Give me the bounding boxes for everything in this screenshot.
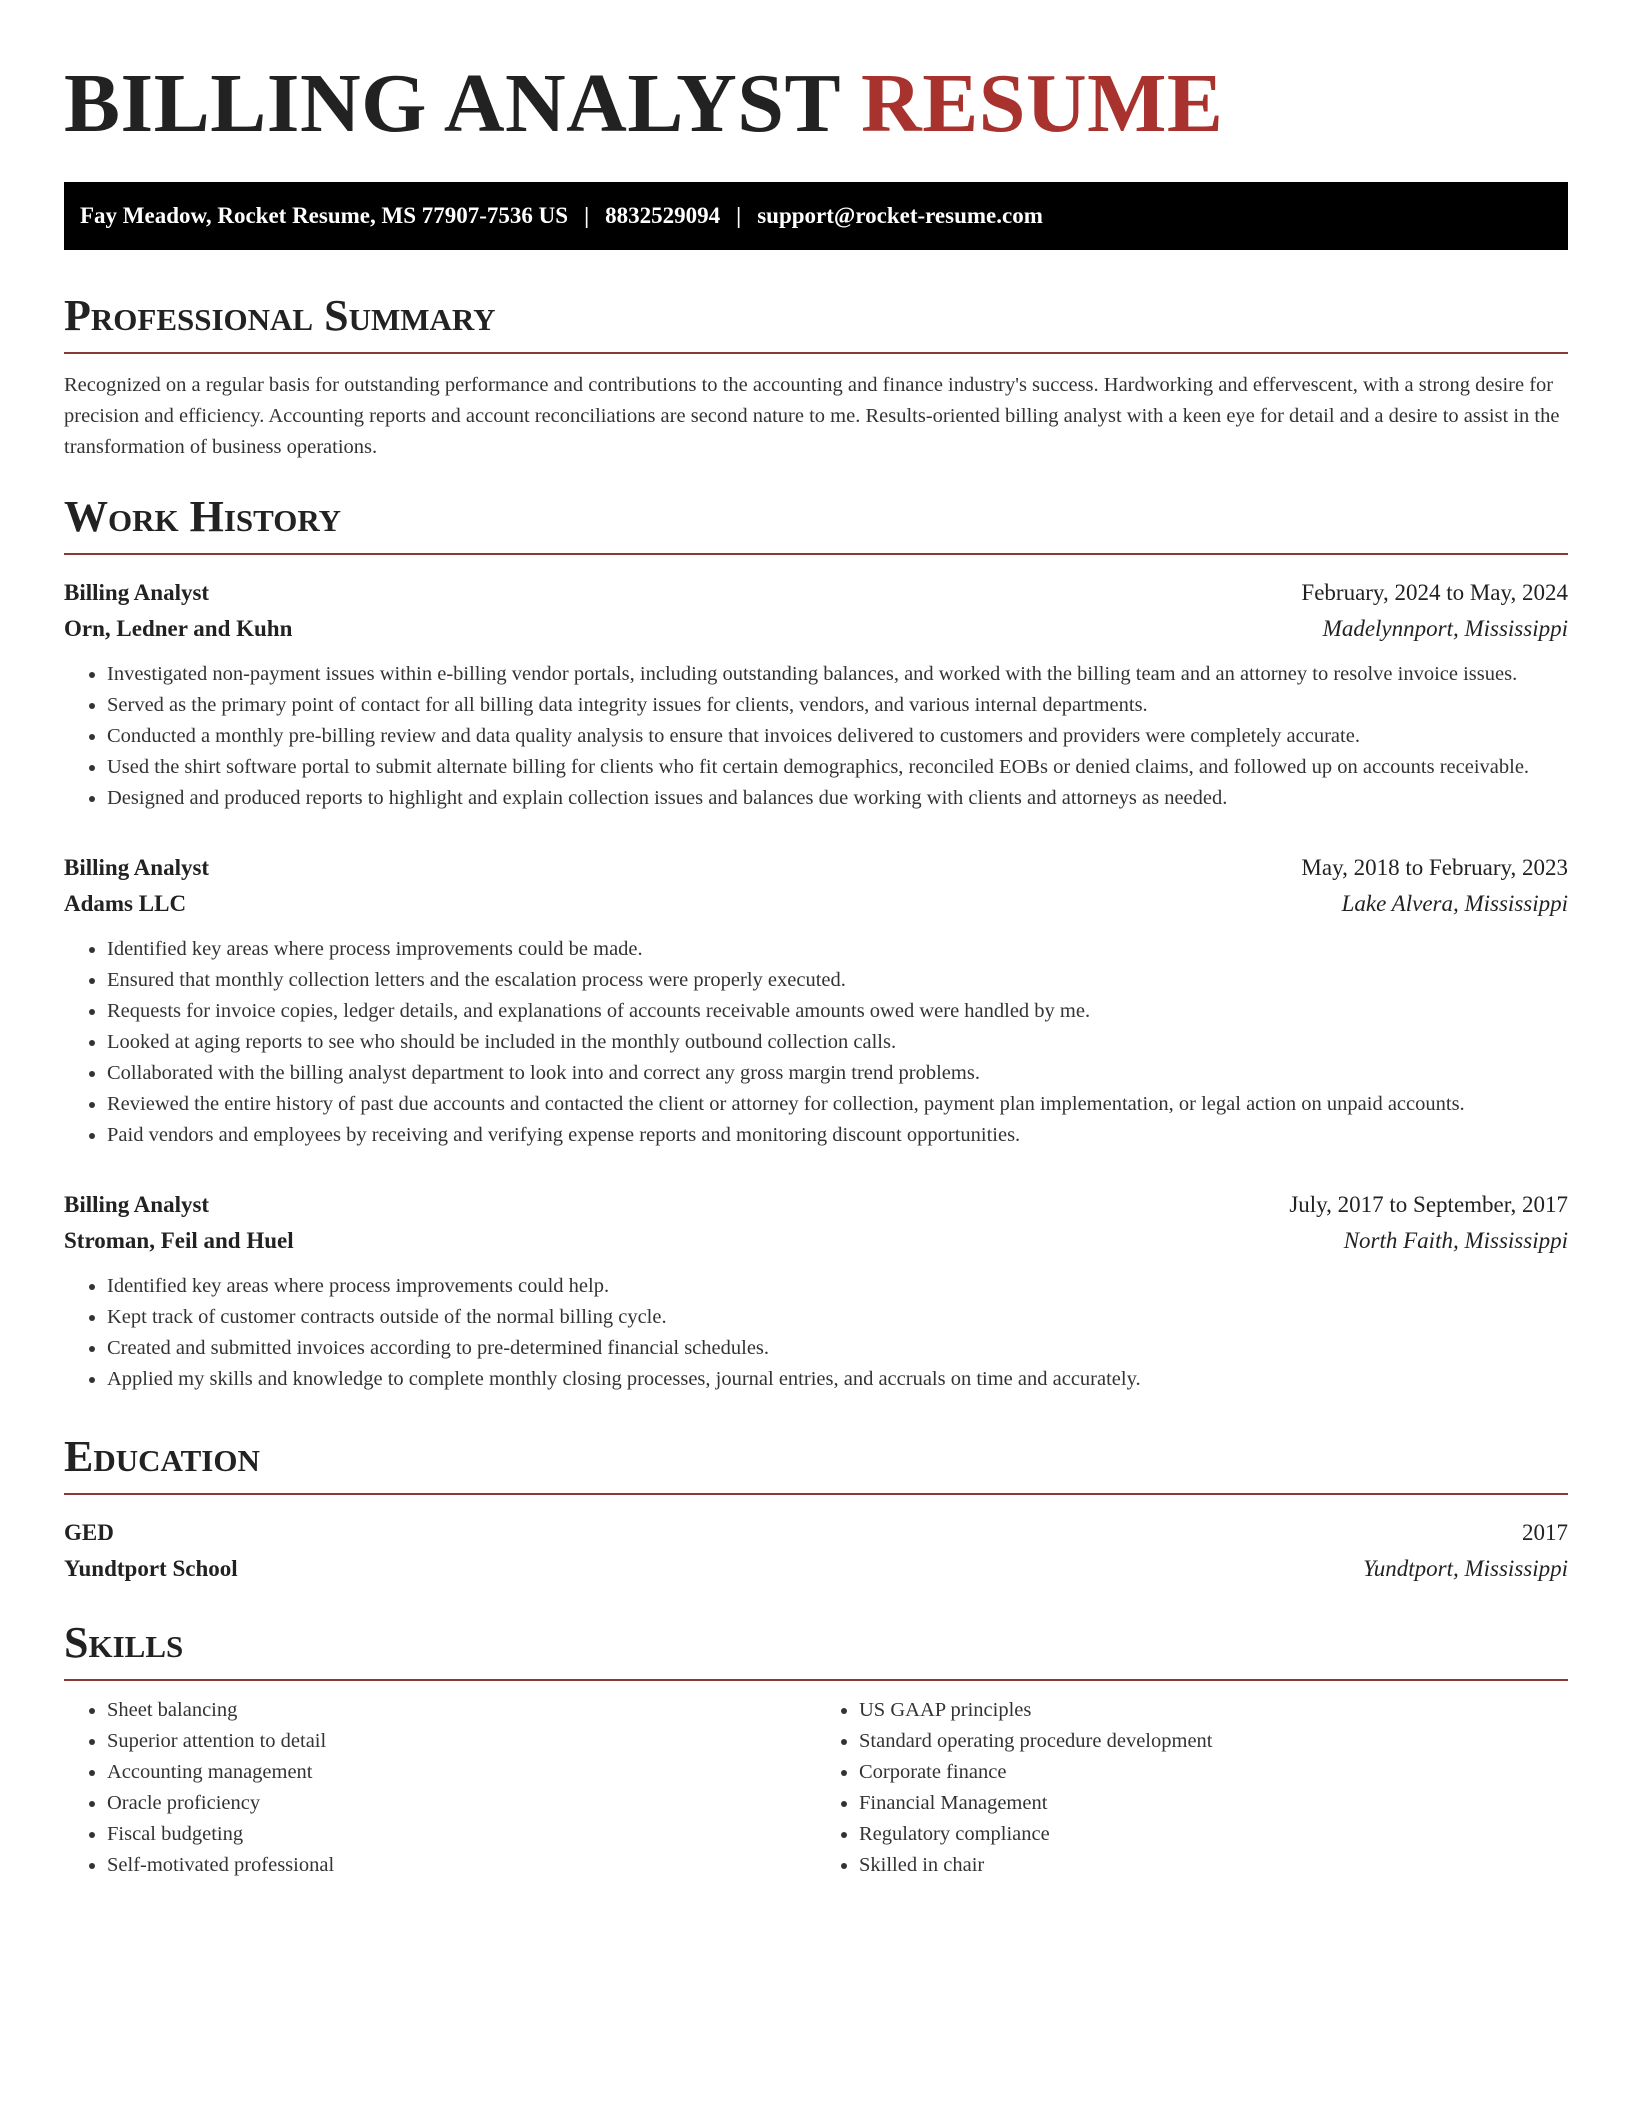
skill-item: • Fiscal budgeting [107, 1819, 816, 1850]
skill-item: • Skilled in chair [859, 1850, 1568, 1881]
contact-email: support@rocket-resume.com [757, 203, 1043, 228]
skills-grid [64, 1695, 1568, 1881]
job-dates: July, 2017 to September, 2017 [1289, 1192, 1568, 1217]
contact-separator: | [736, 203, 742, 228]
summary-text: Recognized on a regular basis for outstanding performance and contributions to the accounting and finance industry's success. Hardworking and effervescent, with a strong desire for precision and efficiency. Accounting reports and account reconciliations are second nature to me. Results-oriented billing analyst with a keen eye for detail and a desire to assist in the transformation of business operations. [64, 374, 1560, 458]
job-bullets [64, 659, 1568, 814]
job-title-row [64, 575, 1568, 611]
skill-item: • Accounting management [107, 1757, 816, 1788]
job-location: North Faith, Mississippi [1343, 1228, 1568, 1253]
skill-item: • Corporate finance [859, 1757, 1568, 1788]
job-company: Stroman, Feil and Huel [64, 1228, 294, 1253]
skill-item: • Sheet balancing [107, 1695, 816, 1726]
skills-list-left [64, 1695, 816, 1881]
skill-item: • Regulatory compliance [859, 1819, 1568, 1850]
job-bullet: • Used the shirt software portal to submit alternate billing for clients who fit certain demographics, reconciled EOBs or denied claims, and followed up on accounts receivable. [107, 752, 1568, 783]
job-company: Adams LLC [64, 891, 187, 916]
contact-phone: 8832529094 [605, 203, 721, 228]
job-bullet: • Kept track of customer contracts outside of the normal billing cycle. [107, 1302, 1568, 1333]
job-dates: May, 2018 to February, 2023 [1301, 855, 1568, 880]
education-school: Yundtport School [64, 1556, 238, 1581]
job-title: Billing Analyst [64, 580, 210, 605]
job-bullet: • Identified key areas where process improvements could help. [107, 1271, 1568, 1302]
job-bullet: • Served as the primary point of contact for all billing data integrity issues for clients, vendors, and various internal departments. [107, 690, 1568, 721]
education-school-row [64, 1551, 1568, 1587]
job-bullet: • Reviewed the entire history of past due accounts and contacted the client or attorney for collection, payment plan implementation, or legal action on unpaid accounts. [107, 1089, 1568, 1120]
title-main: BILLING ANALYST [64, 57, 840, 150]
education-year: 2017 [1522, 1520, 1568, 1545]
job-title-row [64, 850, 1568, 886]
contact-address: Fay Meadow, Rocket Resume, MS 77907-7536 US [80, 203, 569, 228]
skills-list-right [816, 1695, 1568, 1881]
contact-bar [64, 182, 1568, 250]
job-bullet: • Identified key areas where process improvements could be made. [107, 934, 1568, 965]
job-title: Billing Analyst [64, 855, 210, 880]
job-bullet: • Conducted a monthly pre-billing review and data quality analysis to ensure that invoices delivered to customers and providers were completely accurate. [107, 721, 1568, 752]
summary-heading: Professional Summary [64, 290, 1568, 354]
job-bullet: • Collaborated with the billing analyst department to look into and correct any gross margin trend problems. [107, 1058, 1568, 1089]
skill-item: • Self-motivated professional [107, 1850, 816, 1881]
job-entry [64, 850, 1568, 1151]
skills-heading: Skills [64, 1617, 1568, 1681]
skill-item: • Superior attention to detail [107, 1726, 816, 1757]
contact-separator: | [584, 203, 590, 228]
job-entry [64, 575, 1568, 814]
title-accent: RESUME [861, 57, 1224, 150]
skill-item: • US GAAP principles [859, 1695, 1568, 1726]
job-location: Lake Alvera, Mississippi [1341, 891, 1568, 916]
education-heading: Education [64, 1431, 1568, 1495]
education-location: Yundtport, Mississippi [1363, 1556, 1568, 1581]
job-company-row [64, 886, 1568, 922]
job-entry [64, 1187, 1568, 1395]
skill-item: • Oracle proficiency [107, 1788, 816, 1819]
job-bullet: • Ensured that monthly collection letters and the escalation process were properly executed. [107, 965, 1568, 996]
skill-item: • Financial Management [859, 1788, 1568, 1819]
job-bullet: • Designed and produced reports to highlight and explain collection issues and balances due working with clients and attorneys as needed. [107, 783, 1568, 814]
job-bullet: • Paid vendors and employees by receiving and verifying expense reports and monitoring discount opportunities. [107, 1120, 1568, 1151]
job-bullet: • Investigated non-payment issues within e-billing vendor portals, including outstanding balances, and worked with the billing team and an attorney to resolve invoice issues. [107, 659, 1568, 690]
job-bullet: • Looked at aging reports to see who should be included in the monthly outbound collection calls. [107, 1027, 1568, 1058]
education-entry [64, 1515, 1568, 1587]
job-bullet: • Created and submitted invoices according to pre-determined financial schedules. [107, 1333, 1568, 1364]
work-history-heading: Work History [64, 491, 1568, 555]
job-dates: February, 2024 to May, 2024 [1301, 580, 1568, 605]
job-bullet: • Requests for invoice copies, ledger details, and explanations of accounts receivable amounts owed were handled by me. [107, 996, 1568, 1027]
job-title-row [64, 1187, 1568, 1223]
job-bullets [64, 1271, 1568, 1395]
job-bullet: • Applied my skills and knowledge to complete monthly closing processes, journal entries, and accruals on time and accurately. [107, 1364, 1568, 1395]
skill-item: • Standard operating procedure development [859, 1726, 1568, 1757]
job-company-row [64, 611, 1568, 647]
education-degree: GED [64, 1520, 114, 1545]
education-degree-row [64, 1515, 1568, 1551]
job-bullets [64, 934, 1568, 1151]
job-location: Madelynnport, Mississippi [1322, 616, 1568, 641]
job-title: Billing Analyst [64, 1192, 210, 1217]
resume-title [64, 58, 1568, 150]
job-company-row [64, 1223, 1568, 1259]
job-company: Orn, Ledner and Kuhn [64, 616, 293, 641]
